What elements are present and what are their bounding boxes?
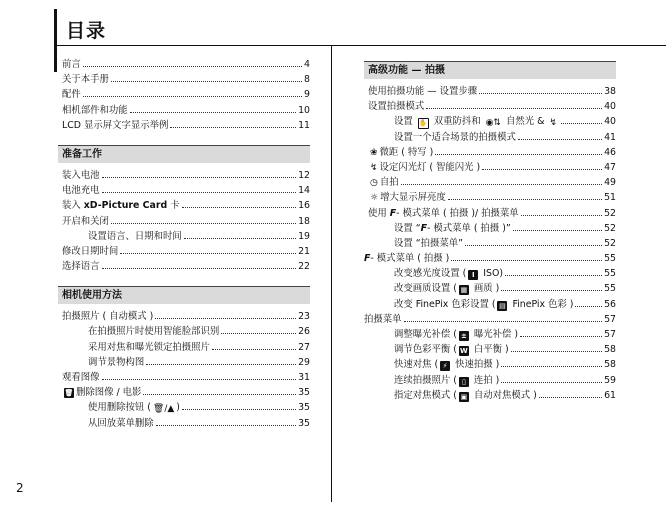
section-header-prep: 准备工作 (58, 145, 310, 163)
toc-entry[interactable]: 使用 F- 模式菜单 ( 拍摄 )/ 拍摄菜单 52 (368, 207, 616, 219)
toc-entry[interactable]: 修改日期时间 21 (62, 245, 310, 257)
toc-subentry[interactable]: 指定对焦模式 ( ▣ 自动对焦模式 ) 61 (394, 389, 616, 401)
image-quality-icon: ▦ (460, 286, 468, 295)
toc-entry[interactable]: ↯ 设定闪光灯 ( 智能闪光 ) 47 (370, 161, 616, 173)
leader-dots (465, 245, 602, 246)
leader-dots (511, 351, 602, 352)
leader-dots (102, 268, 297, 269)
column-divider (331, 46, 332, 502)
leader-dots (143, 394, 296, 395)
toc-subentry[interactable]: 调整曝光补偿 ( ± 曝光补偿 ) 57 (394, 329, 616, 340)
toc-subentry[interactable]: 改变 FinePix 色彩设置 ( ▤ FinePix 色彩 ) 56 (394, 298, 616, 310)
page-number: 2 (16, 481, 24, 495)
toc-entry[interactable]: 观看图像 31 (62, 372, 310, 383)
leader-dots (102, 192, 297, 193)
flash-icon: ↯ (370, 162, 378, 173)
header-rule (54, 45, 666, 46)
toc-subentry[interactable]: 在拍摄照片时使用智能脸部识别 26 (88, 326, 310, 338)
leader-dots (426, 108, 602, 109)
leader-dots (513, 230, 602, 231)
leader-dots (501, 290, 602, 291)
leader-dots (518, 139, 602, 140)
leader-dots (120, 253, 296, 254)
leader-dots (501, 382, 602, 383)
leader-dots (182, 207, 296, 208)
leader-dots (83, 96, 302, 97)
leader-dots (521, 215, 602, 216)
toc-subentry[interactable]: 使用删除按钮 ( 🗑/▲ ) 35 (88, 402, 310, 415)
leader-dots (146, 364, 296, 365)
quick-shot-icon: ⚡ (440, 361, 450, 371)
leader-dots (520, 336, 602, 337)
continuous-shooting-icon: ▯ (459, 377, 469, 387)
leader-dots (102, 177, 297, 178)
f-mode-icon: F (389, 207, 397, 219)
toc-subentry[interactable]: 设置 “拍摄菜单” 52 (394, 237, 616, 249)
toc-entry[interactable]: 拍摄照片 ( 自动模式 ) 23 (62, 311, 310, 323)
dual-is-icon: ✋ (418, 119, 428, 128)
toc-entry[interactable]: 选择语言 22 (62, 261, 310, 273)
toc-subentry[interactable]: 设置 “F- 模式菜单 ( 拍摄 )” 52 (394, 222, 616, 234)
toc-entry[interactable]: 相机部件和功能 10 (62, 104, 310, 116)
leader-dots (155, 318, 296, 319)
self-timer-icon: ◷ (370, 178, 378, 189)
toc-entry[interactable]: 前言 4 (62, 59, 310, 70)
flash-icon: ↯ (549, 118, 557, 129)
leader-dots (479, 93, 602, 94)
toc-right-column (364, 61, 616, 402)
toc-subentry[interactable]: 采用对焦和曝光锁定拍摄照片 27 (88, 341, 310, 353)
leader-dots (102, 379, 297, 380)
f-mode-icon: F (364, 253, 371, 265)
leader-dots (482, 169, 602, 170)
leader-dots (83, 66, 302, 67)
toc-entry[interactable]: ☼ 增大显示屏亮度 51 (370, 192, 616, 204)
leader-dots (575, 306, 602, 307)
white-balance-icon: W (460, 347, 468, 356)
trash-icon: 🗑 (64, 389, 74, 398)
toc-entry[interactable]: F- 模式菜单 ( 拍摄 ) 55 (364, 253, 616, 265)
toc-entry[interactable]: 装入电池 12 (62, 169, 310, 181)
leader-dots (501, 366, 602, 367)
iso-icon: I (468, 270, 478, 280)
leader-dots (212, 349, 296, 350)
leader-dots (561, 123, 602, 124)
leader-dots (184, 238, 296, 239)
leader-dots (448, 199, 602, 200)
xd-card-label: xD-Picture Card (83, 200, 168, 212)
leader-dots (404, 321, 603, 322)
f-mode-icon: F (420, 222, 427, 234)
finepix-color-icon: ▤ (499, 301, 506, 310)
toc-entry[interactable]: 电池充电 14 (62, 185, 310, 197)
toc-subentry[interactable]: 调节景物构图 29 (88, 356, 310, 368)
trash-up-icon: 🗑/▲ (152, 404, 175, 415)
toc-entry[interactable]: 装入 xD-Picture Card 卡 16 (62, 200, 310, 212)
toc-subentry[interactable]: 设置一个适合场景的拍摄模式 41 (394, 131, 616, 143)
page-title: 目录 (66, 20, 107, 42)
leader-dots (156, 425, 296, 426)
leader-dots (435, 154, 602, 155)
toc-subentry[interactable]: 快速对焦 ( ⚡ 快速拍摄 ) 58 (394, 359, 616, 371)
toc-entry[interactable]: 设置拍摄模式 40 (368, 101, 616, 113)
leader-dots (130, 112, 296, 113)
section-header-usage: 相机使用方法 (58, 286, 310, 304)
exposure-compensation-icon: ± (459, 331, 469, 341)
toc-entry[interactable]: 🗑 删除图像 / 电影 35 (64, 387, 310, 399)
toc-entry[interactable]: LCD 显示屏文字显示举例 11 (62, 119, 310, 131)
leader-dots (221, 333, 296, 334)
leader-dots (111, 223, 296, 224)
toc-entry[interactable]: 开启和关闭 18 (62, 215, 310, 227)
header-bar (54, 9, 57, 72)
macro-flower-icon: ❀ (370, 147, 378, 158)
toc-subentry[interactable]: 连续拍摄照片 ( ▯ 连拍 ) 59 (394, 374, 616, 386)
toc-subentry[interactable]: 从回放菜单删除 35 (88, 417, 310, 429)
toc-subentry[interactable]: 设置语言、日期和时间 19 (88, 230, 310, 242)
toc-subentry[interactable]: 改变感光度设置 ( I ISO) 55 (394, 268, 616, 280)
toc-entry[interactable]: 使用拍摄功能 — 设置步骤 38 (368, 86, 616, 97)
toc-left-column (58, 56, 310, 430)
leader-dots (401, 184, 602, 185)
brightness-sun-icon: ☼ (370, 193, 379, 204)
toc-entry[interactable]: ❀ 微距 ( 特写 ) 46 (370, 146, 616, 158)
section-header-advanced: 高级功能 — 拍摄 (364, 61, 616, 79)
leader-dots (170, 127, 296, 128)
natural-light-icon: ◉⇅ (485, 118, 501, 129)
toc-entry[interactable]: 关于本手册 8 (62, 74, 310, 86)
toc-subentry[interactable]: 设置 ✋ 双重防抖和 ◉⇅ 自然光 & ↯ 40 (394, 116, 616, 129)
toc-entry[interactable]: 拍摄菜单 57 (364, 313, 616, 325)
toc-subentry[interactable]: 改变画质设置 ( ▦ 画质 ) 55 (394, 283, 616, 295)
toc-entry[interactable]: 配件 9 (62, 89, 310, 101)
leader-dots (505, 275, 602, 276)
toc-subentry[interactable]: 调节色彩平衡 ( W 白平衡 ) 58 (394, 344, 616, 356)
leader-dots (111, 81, 302, 82)
toc-entry[interactable]: ◷ 自拍 49 (370, 177, 616, 189)
leader-dots (451, 260, 602, 261)
leader-dots (182, 409, 296, 410)
leader-dots (539, 397, 602, 398)
af-mode-icon: ▣ (460, 392, 468, 401)
